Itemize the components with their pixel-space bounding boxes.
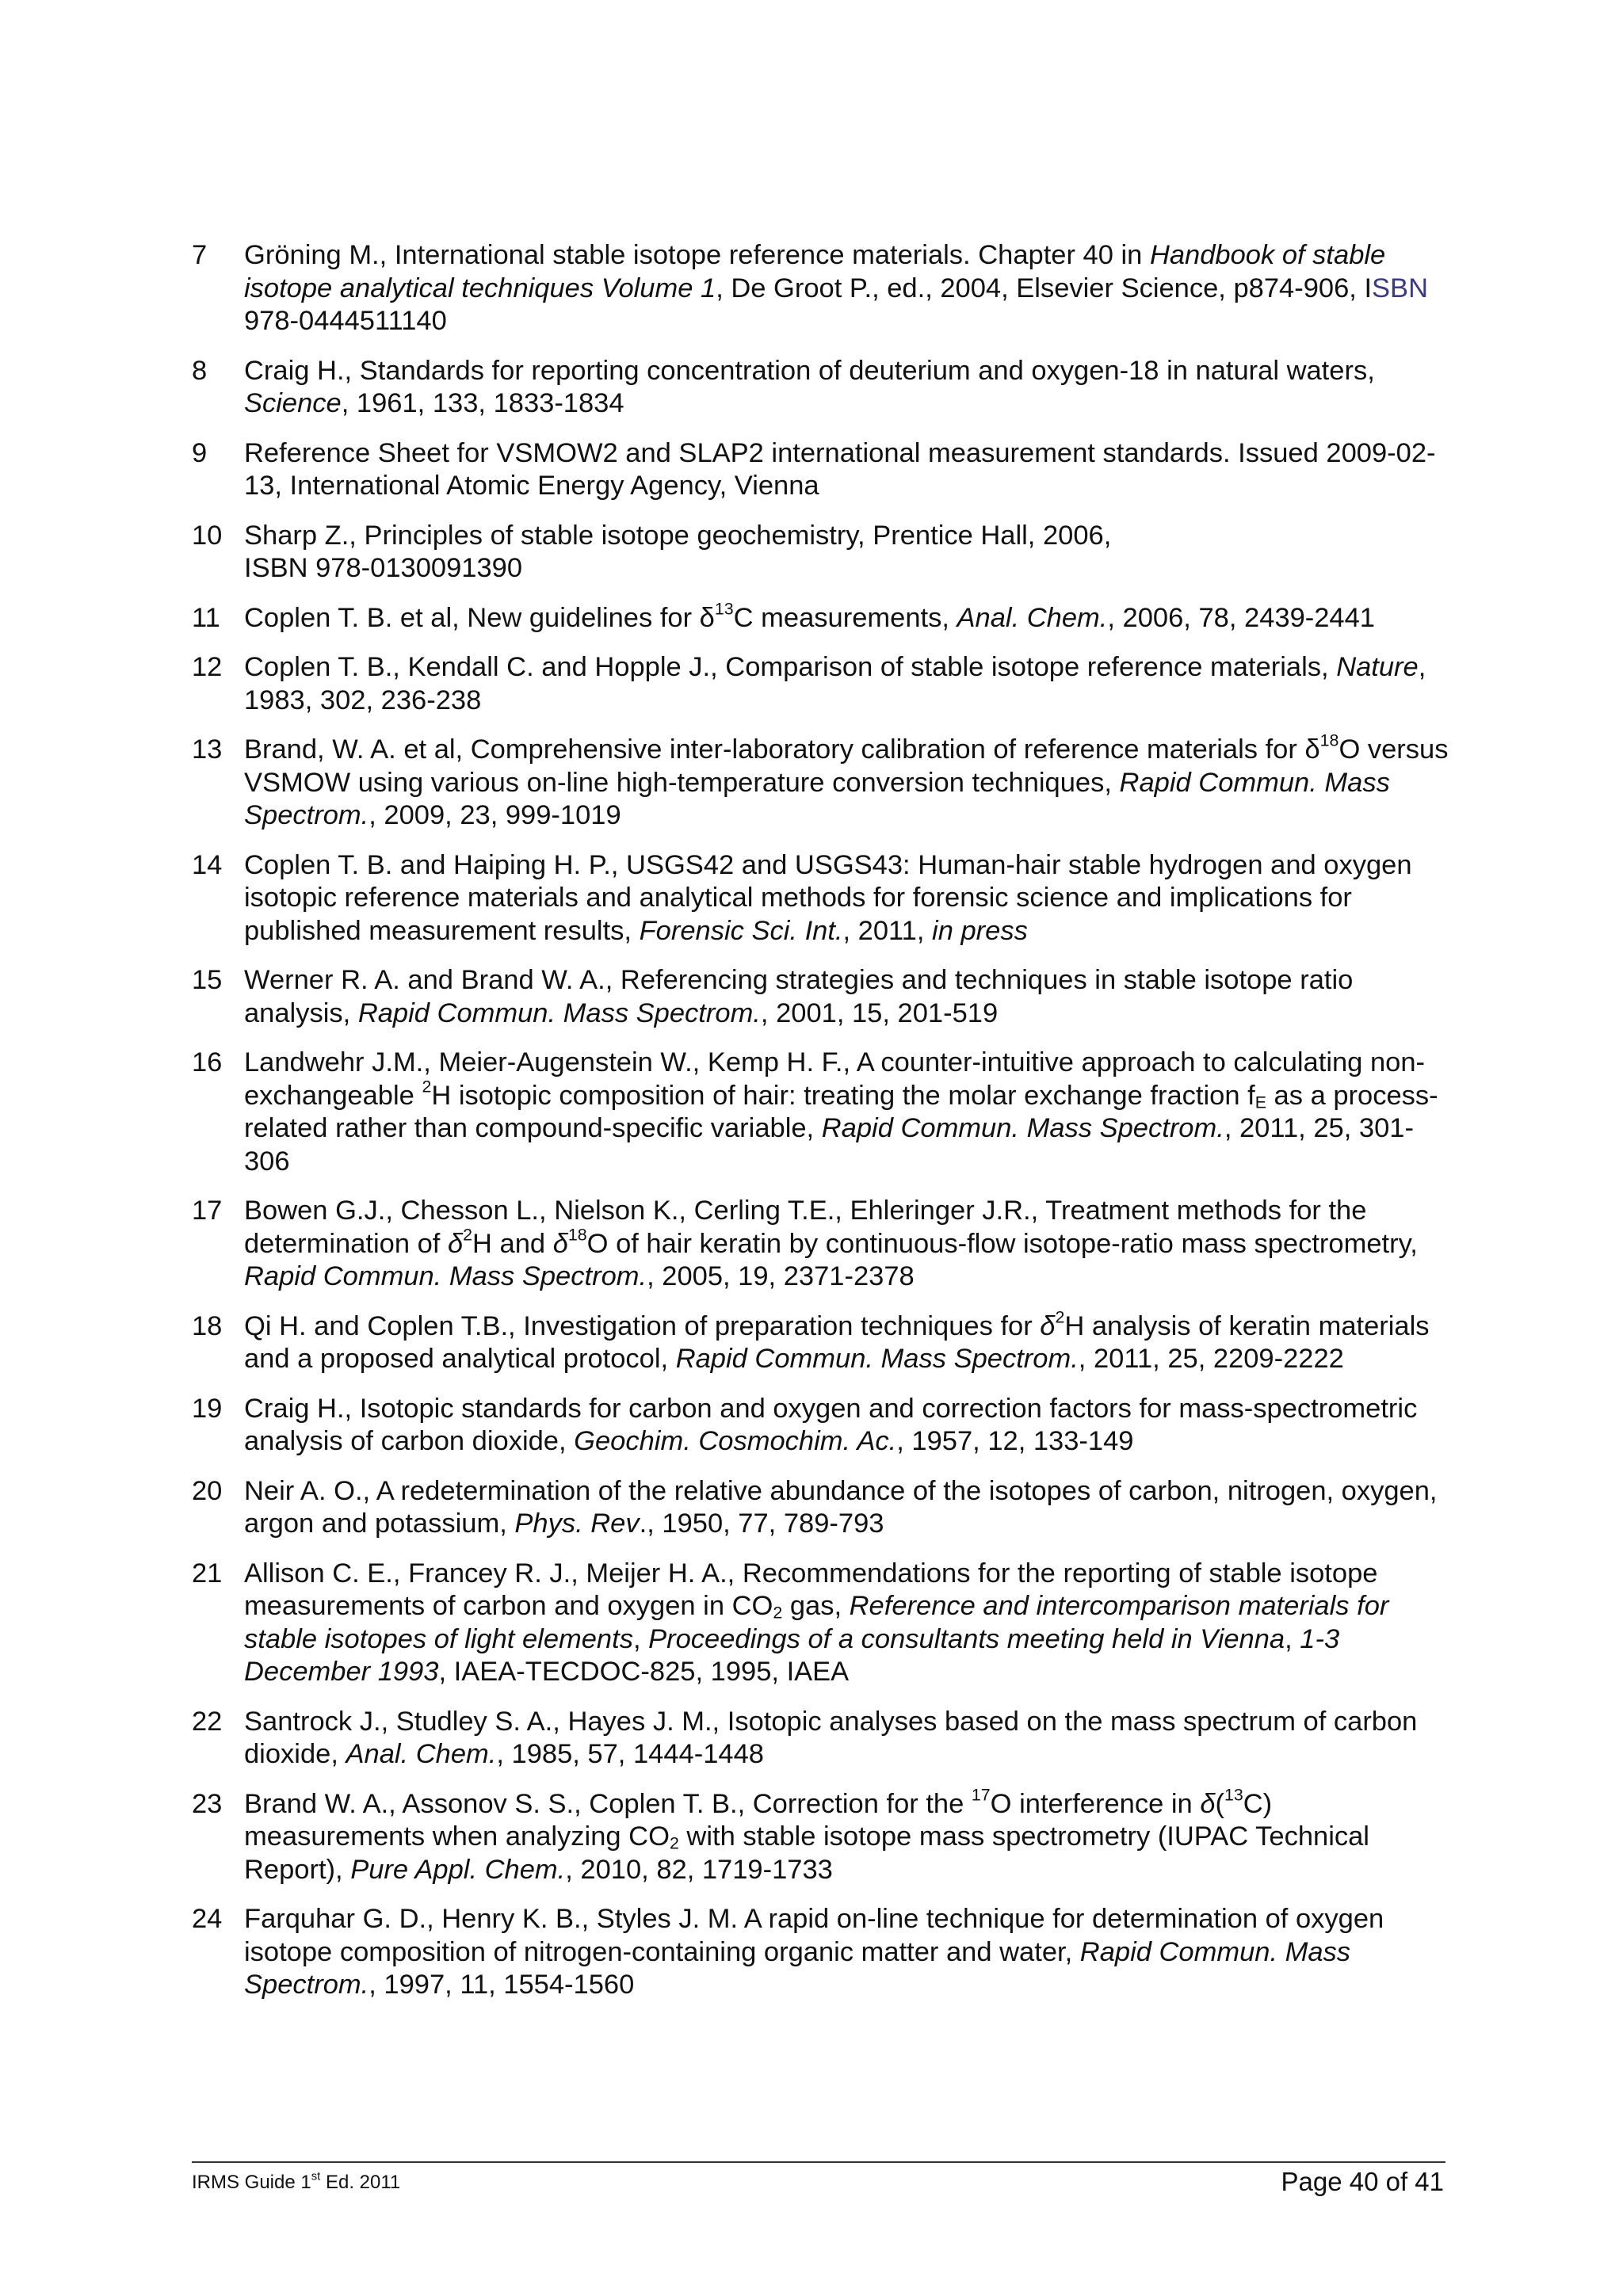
reference-number: 23 <box>192 1788 223 1819</box>
reference-item <box>192 964 1452 1030</box>
reference-number: 16 <box>192 1047 223 1077</box>
reference-citation: Qi H. and Coplen T.B., Investigation of preparation techniques for $\delta^2H$ analysis of keratin materials and a proposed analytical protocol, Rapid Commun. Mass Spectrom., 2011, 25, 2209-2222 <box>244 1307 1430 1374</box>
reference-item <box>192 730 1452 833</box>
reference-number: 20 <box>192 1475 223 1506</box>
reference-citation: Coplen T. B., Kendall C. and Hopple J., Comparison of stable isotope reference materials, Nature, 1983, 302, 236-238 <box>244 652 1426 715</box>
reference-citation: Bowen G.J., Chesson L., Nielson K., Cerling T.E., Ehleringer J.R., Treatment methods for the determination of $\delta^2H$ and $\delta^{18}O$ of hair keratin by continuous-flow isotope-ratio mass spectrometry, Rapid Commun. Mass Spectrom., 2005, 19, 2371-2378 <box>244 1196 1418 1291</box>
reference-item <box>192 1307 1452 1376</box>
reference-number: 17 <box>192 1196 223 1226</box>
reference-number: 12 <box>192 652 223 682</box>
footer-page-number: Page 40 of 41 <box>1281 2167 1444 2196</box>
reference-citation: Craig H., Standards for reporting concentration of deuterium and oxygen-18 in natural waters, Science, 1961, 133, 1833-1834 <box>244 355 1375 418</box>
footer-rule <box>192 2161 1445 2163</box>
reference-number: 9 <box>192 437 208 468</box>
reference-item <box>192 1903 1452 2002</box>
reference-item <box>192 437 1452 503</box>
reference-item <box>192 651 1452 717</box>
reference-number: 7 <box>192 240 208 270</box>
reference-citation: Reference Sheet for VSMOW2 and SLAP2 international measurement standards. Issued 2009-02-13, International Atomic Energy Agency, Vienna <box>244 437 1436 501</box>
reference-number: 8 <box>192 355 208 386</box>
reference-item <box>192 239 1452 338</box>
reference-item <box>192 1047 1452 1178</box>
reference-citation: Landwehr J.M., Meier-Augenstein W., Kemp H. F., A counter-intuitive approach to calculating non-exchangeable $^2$H isotopic composition of hair: treating the molar exchange fraction $f_E$ as a process-related rather than compound-specific variable, Rapid Commun. Mass Spectrom., 2011, 25, 301-306 <box>244 1047 1438 1177</box>
reference-citation: Brand W. A., Assonov S. S., Coplen T. B., Correction for the $^{17}$O interference in δ($^{13}$C) measurements when analyzing $CO_2$ with stable isotope mass spectrometry (IUPAC Technical Report), Pure Appl. Chem., 2010, 82, 1719-1733 <box>244 1785 1369 1885</box>
reference-item <box>192 849 1452 948</box>
footer-document-title: IRMS Guide 1st Ed. 2011 <box>192 2170 401 2193</box>
reference-citation: Coplen T. B. and Haiping H. P., USGS42 and USGS43: Human-hair stable hydrogen and oxygen isotopic reference materials and analytical methods for forensic science and implications for published measurement results, Forensic Sci. Int., 2011, in press <box>244 849 1412 946</box>
reference-number: 14 <box>192 849 223 880</box>
reference-number: 24 <box>192 1904 223 1934</box>
reference-citation: Craig H., Isotopic standards for carbon and oxygen and correction factors for mass-spectrometric analysis of carbon dioxide, Geochim. Cosmochim. Ac., 1957, 12, 133-149 <box>244 1393 1418 1456</box>
reference-item <box>192 1785 1452 1887</box>
reference-number: 11 <box>192 602 220 633</box>
reference-item <box>192 1706 1452 1772</box>
reference-number: 21 <box>192 1558 223 1589</box>
reference-citation: Gröning M., International stable isotope reference materials. Chapter 40 in Handbook of stable isotope analytical techniques Volume 1, De Groot P., ed., 2004, Elsevier Science, p874-906, ISBN 978-0444511140 <box>244 240 1428 336</box>
reference-citation: Coplen T. B. et al, New guidelines for $\delta^{13}C$ measurements, Anal. Chem., 2006, 78, 2439-2441 <box>244 599 1375 633</box>
reference-list <box>192 239 1452 2019</box>
reference-number: 22 <box>192 1706 223 1737</box>
reference-number: 19 <box>192 1393 223 1424</box>
reference-number: 13 <box>192 734 223 765</box>
reference-item <box>192 599 1452 635</box>
reference-citation: Werner R. A. and Brand W. A., Referencing strategies and techniques in stable isotope ratio analysis, Rapid Commun. Mass Spectrom., 2001, 15, 201-519 <box>244 965 1354 1028</box>
reference-citation: Brand, W. A. et al, Comprehensive inter-laboratory calibration of reference materials for $\delta^{18}O$ versus VSMOW using various on-line high-temperature conversion techniques, Rapid Commun. Mass Spectrom., 2009, 23, 999-1019 <box>244 730 1449 830</box>
reference-citation: Neir A. O., A redetermination of the relative abundance of the isotopes of carbon, nitrogen, oxygen, argon and potassium, Phys. Rev., 1950, 77, 789-793 <box>244 1475 1438 1539</box>
reference-item <box>192 520 1452 585</box>
reference-item <box>192 1393 1452 1459</box>
reference-citation: Farquhar G. D., Henry K. B., Styles J. M. A rapid on-line technique for determination of oxygen isotope composition of nitrogen-containing organic matter and water, Rapid Commun. Mass Spectrom., 1997, 11, 1554-1560 <box>244 1904 1384 2000</box>
reference-number: 18 <box>192 1310 223 1341</box>
reference-citation: Allison C. E., Francey R. J., Meijer H. A., Recommendations for the reporting of stable isotope measurements of carbon and oxygen in $CO_2$ gas, Reference and intercomparison materials for stable isotopes of light elements, Proceedings of a consultants meeting held in Vienna, 1-3 December 1993, IAEA-TECDOC-825, 1995, IAEA <box>244 1558 1389 1687</box>
reference-item <box>192 355 1452 421</box>
reference-citation: Santrock J., Studley S. A., Hayes J. M., Isotopic analyses based on the mass spectrum of carbon dioxide, Anal. Chem., 1985, 57, 1444-1448 <box>244 1706 1418 1769</box>
reference-item <box>192 1475 1452 1541</box>
reference-item <box>192 1195 1452 1294</box>
reference-number: 10 <box>192 520 223 551</box>
reference-citation: Sharp Z., Principles of stable isotope geochemistry, Prentice Hall, 2006, ISBN 978-0130091390 <box>244 520 1112 583</box>
reference-number: 15 <box>192 965 223 995</box>
reference-item <box>192 1558 1452 1689</box>
